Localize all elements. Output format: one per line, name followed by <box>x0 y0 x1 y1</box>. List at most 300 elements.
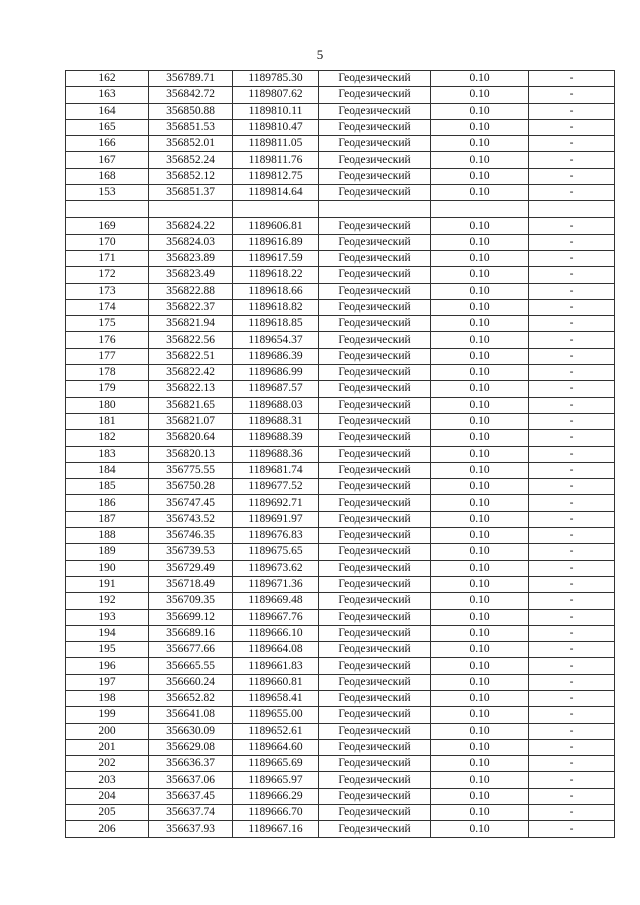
method-cell: Геодезический <box>319 332 431 348</box>
x-coordinate-cell: 356850.88 <box>149 103 233 119</box>
x-coordinate-cell: 356820.13 <box>149 446 233 462</box>
description-cell: - <box>529 739 615 755</box>
table-row <box>66 136 615 152</box>
point-number-cell: 164 <box>66 103 149 119</box>
description-cell: - <box>529 756 615 772</box>
description-cell: - <box>529 103 615 119</box>
table-row <box>66 267 615 283</box>
y-coordinate-cell: 1189658.41 <box>233 690 319 706</box>
y-coordinate-cell: 1189812.75 <box>233 168 319 184</box>
page-number: 5 <box>316 47 324 62</box>
description-cell: - <box>529 316 615 332</box>
point-number-cell: 193 <box>66 609 149 625</box>
table-row <box>66 739 615 755</box>
table-row <box>66 756 615 772</box>
accuracy-cell: 0.10 <box>431 136 529 152</box>
description-cell: - <box>529 723 615 739</box>
point-number-cell: 195 <box>66 642 149 658</box>
description-cell: - <box>529 185 615 201</box>
method-cell: Геодезический <box>319 674 431 690</box>
table-row <box>66 446 615 462</box>
accuracy-cell: 0.10 <box>431 316 529 332</box>
x-coordinate-cell: 356822.51 <box>149 348 233 364</box>
accuracy-cell: 0.10 <box>431 772 529 788</box>
point-number-cell: 176 <box>66 332 149 348</box>
y-coordinate-cell: 1189686.39 <box>233 348 319 364</box>
table-row <box>66 625 615 641</box>
method-cell: Геодезический <box>319 821 431 837</box>
accuracy-cell: 0.10 <box>431 511 529 527</box>
table-row <box>66 642 615 658</box>
description-cell: - <box>529 283 615 299</box>
accuracy-cell: 0.10 <box>431 446 529 462</box>
x-coordinate-cell: 356629.08 <box>149 739 233 755</box>
point-number-cell: 189 <box>66 544 149 560</box>
point-number-cell: 178 <box>66 365 149 381</box>
method-cell: Геодезический <box>319 642 431 658</box>
description-cell: - <box>529 528 615 544</box>
y-coordinate-cell: 1189664.60 <box>233 739 319 755</box>
accuracy-cell <box>431 201 529 218</box>
description-cell: - <box>529 642 615 658</box>
description-cell: - <box>529 511 615 527</box>
description-cell: - <box>529 168 615 184</box>
method-cell: Геодезический <box>319 528 431 544</box>
y-coordinate-cell: 1189666.29 <box>233 788 319 804</box>
table-row <box>66 185 615 201</box>
point-number-cell: 184 <box>66 462 149 478</box>
table-row <box>66 234 615 250</box>
y-coordinate-cell: 1189692.71 <box>233 495 319 511</box>
description-cell: - <box>529 772 615 788</box>
x-coordinate-cell: 356852.24 <box>149 152 233 168</box>
table-row <box>66 168 615 184</box>
y-coordinate-cell: 1189664.08 <box>233 642 319 658</box>
point-number-cell: 204 <box>66 788 149 804</box>
table-row <box>66 674 615 690</box>
table-row <box>66 609 615 625</box>
description-cell: - <box>529 348 615 364</box>
x-coordinate-cell: 356699.12 <box>149 609 233 625</box>
table-row <box>66 723 615 739</box>
x-coordinate-cell: 356637.93 <box>149 821 233 837</box>
point-number-cell: 153 <box>66 185 149 201</box>
y-coordinate-cell: 1189652.61 <box>233 723 319 739</box>
y-coordinate-cell: 1189807.62 <box>233 87 319 103</box>
accuracy-cell: 0.10 <box>431 250 529 266</box>
x-coordinate-cell: 356750.28 <box>149 479 233 495</box>
description-cell: - <box>529 267 615 283</box>
accuracy-cell: 0.10 <box>431 348 529 364</box>
point-number-cell: 170 <box>66 234 149 250</box>
y-coordinate-cell: 1189667.16 <box>233 821 319 837</box>
point-number-cell: 183 <box>66 446 149 462</box>
point-number-cell: 167 <box>66 152 149 168</box>
table-row <box>66 462 615 478</box>
method-cell: Геодезический <box>319 772 431 788</box>
x-coordinate-cell: 356821.65 <box>149 397 233 413</box>
x-coordinate-cell: 356637.06 <box>149 772 233 788</box>
method-cell: Геодезический <box>319 609 431 625</box>
y-coordinate-cell: 1189618.66 <box>233 283 319 299</box>
point-number-cell: 202 <box>66 756 149 772</box>
x-coordinate-cell: 356821.94 <box>149 316 233 332</box>
accuracy-cell: 0.10 <box>431 576 529 592</box>
method-cell: Геодезический <box>319 723 431 739</box>
description-cell: - <box>529 413 615 429</box>
accuracy-cell: 0.10 <box>431 365 529 381</box>
point-number-cell: 205 <box>66 805 149 821</box>
accuracy-cell: 0.10 <box>431 71 529 87</box>
accuracy-cell: 0.10 <box>431 495 529 511</box>
description-cell: - <box>529 576 615 592</box>
method-cell: Геодезический <box>319 739 431 755</box>
point-number-cell <box>66 201 149 218</box>
method-cell: Геодезический <box>319 707 431 723</box>
description-cell: - <box>529 609 615 625</box>
table-row <box>66 576 615 592</box>
x-coordinate-cell: 356636.37 <box>149 756 233 772</box>
point-number-cell: 177 <box>66 348 149 364</box>
y-coordinate-cell: 1189665.97 <box>233 772 319 788</box>
x-coordinate-cell: 356789.71 <box>149 71 233 87</box>
x-coordinate-cell: 356842.72 <box>149 87 233 103</box>
description-cell: - <box>529 136 615 152</box>
method-cell: Геодезический <box>319 365 431 381</box>
table-row <box>66 250 615 266</box>
point-number-cell: 179 <box>66 381 149 397</box>
method-cell: Геодезический <box>319 446 431 462</box>
table-row <box>66 772 615 788</box>
method-cell: Геодезический <box>319 267 431 283</box>
table-row <box>66 707 615 723</box>
point-number-cell: 175 <box>66 316 149 332</box>
x-coordinate-cell: 356822.13 <box>149 381 233 397</box>
accuracy-cell: 0.10 <box>431 642 529 658</box>
table-row <box>66 71 615 87</box>
accuracy-cell: 0.10 <box>431 723 529 739</box>
table-row <box>66 397 615 413</box>
description-cell: - <box>529 218 615 234</box>
method-cell: Геодезический <box>319 576 431 592</box>
description-cell: - <box>529 690 615 706</box>
accuracy-cell: 0.10 <box>431 430 529 446</box>
accuracy-cell: 0.10 <box>431 119 529 135</box>
x-coordinate-cell: 356821.07 <box>149 413 233 429</box>
y-coordinate-cell: 1189785.30 <box>233 71 319 87</box>
y-coordinate-cell: 1189616.89 <box>233 234 319 250</box>
x-coordinate-cell: 356718.49 <box>149 576 233 592</box>
x-coordinate-cell: 356824.03 <box>149 234 233 250</box>
method-cell: Геодезический <box>319 87 431 103</box>
point-number-cell: 169 <box>66 218 149 234</box>
method-cell: Геодезический <box>319 462 431 478</box>
description-cell: - <box>529 707 615 723</box>
method-cell: Геодезический <box>319 234 431 250</box>
x-coordinate-cell: 356746.35 <box>149 528 233 544</box>
accuracy-cell: 0.10 <box>431 381 529 397</box>
accuracy-cell: 0.10 <box>431 593 529 609</box>
x-coordinate-cell: 356689.16 <box>149 625 233 641</box>
point-number-cell: 174 <box>66 299 149 315</box>
method-cell: Геодезический <box>319 805 431 821</box>
description-cell: - <box>529 821 615 837</box>
accuracy-cell: 0.10 <box>431 625 529 641</box>
accuracy-cell: 0.10 <box>431 756 529 772</box>
y-coordinate-cell: 1189687.57 <box>233 381 319 397</box>
x-coordinate-cell: 356824.22 <box>149 218 233 234</box>
description-cell: - <box>529 234 615 250</box>
table-row <box>66 332 615 348</box>
y-coordinate-cell: 1189814.64 <box>233 185 319 201</box>
accuracy-cell: 0.10 <box>431 299 529 315</box>
y-coordinate-cell: 1189660.81 <box>233 674 319 690</box>
y-coordinate-cell: 1189671.36 <box>233 576 319 592</box>
accuracy-cell: 0.10 <box>431 168 529 184</box>
point-number-cell: 182 <box>66 430 149 446</box>
point-number-cell: 206 <box>66 821 149 837</box>
y-coordinate-cell: 1189681.74 <box>233 462 319 478</box>
y-coordinate-cell: 1189811.76 <box>233 152 319 168</box>
x-coordinate-cell: 356851.37 <box>149 185 233 201</box>
x-coordinate-cell: 356739.53 <box>149 544 233 560</box>
y-coordinate-cell: 1189677.52 <box>233 479 319 495</box>
y-coordinate-cell: 1189810.47 <box>233 119 319 135</box>
table-row <box>66 87 615 103</box>
method-cell: Геодезический <box>319 152 431 168</box>
accuracy-cell: 0.10 <box>431 234 529 250</box>
x-coordinate-cell: 356743.52 <box>149 511 233 527</box>
x-coordinate-cell: 356677.66 <box>149 642 233 658</box>
accuracy-cell: 0.10 <box>431 218 529 234</box>
method-cell: Геодезический <box>319 316 431 332</box>
description-cell: - <box>529 625 615 641</box>
table-row <box>66 103 615 119</box>
y-coordinate-cell: 1189688.03 <box>233 397 319 413</box>
y-coordinate-cell: 1189688.39 <box>233 430 319 446</box>
x-coordinate-cell: 356637.74 <box>149 805 233 821</box>
accuracy-cell: 0.10 <box>431 152 529 168</box>
point-number-cell: 199 <box>66 707 149 723</box>
table-row <box>66 299 615 315</box>
point-number-cell: 185 <box>66 479 149 495</box>
accuracy-cell: 0.10 <box>431 739 529 755</box>
point-number-cell: 173 <box>66 283 149 299</box>
y-coordinate-cell: 1189686.99 <box>233 365 319 381</box>
y-coordinate-cell: 1189676.83 <box>233 528 319 544</box>
table-row <box>66 413 615 429</box>
description-cell: - <box>529 152 615 168</box>
accuracy-cell: 0.10 <box>431 332 529 348</box>
point-number-cell: 165 <box>66 119 149 135</box>
y-coordinate-cell: 1189666.70 <box>233 805 319 821</box>
method-cell: Геодезический <box>319 103 431 119</box>
method-cell: Геодезический <box>319 593 431 609</box>
table-row <box>66 316 615 332</box>
x-coordinate-cell: 356851.53 <box>149 119 233 135</box>
table-row <box>66 560 615 576</box>
table-row <box>66 430 615 446</box>
point-number-cell: 188 <box>66 528 149 544</box>
accuracy-cell: 0.10 <box>431 690 529 706</box>
y-coordinate-cell: 1189618.85 <box>233 316 319 332</box>
coordinates-table <box>65 70 615 838</box>
table-row <box>66 805 615 821</box>
point-number-cell: 162 <box>66 71 149 87</box>
accuracy-cell: 0.10 <box>431 544 529 560</box>
table-row <box>66 348 615 364</box>
description-cell: - <box>529 658 615 674</box>
y-coordinate-cell: 1189688.36 <box>233 446 319 462</box>
table-row <box>66 283 615 299</box>
description-cell: - <box>529 119 615 135</box>
description-cell: - <box>529 365 615 381</box>
method-cell: Геодезический <box>319 756 431 772</box>
table-row <box>66 821 615 837</box>
description-cell: - <box>529 479 615 495</box>
x-coordinate-cell: 356652.82 <box>149 690 233 706</box>
accuracy-cell: 0.10 <box>431 397 529 413</box>
description-cell: - <box>529 430 615 446</box>
description-cell: - <box>529 250 615 266</box>
accuracy-cell: 0.10 <box>431 103 529 119</box>
x-coordinate-cell: 356660.24 <box>149 674 233 690</box>
table-row <box>66 381 615 397</box>
point-number-cell: 171 <box>66 250 149 266</box>
table-row <box>66 658 615 674</box>
method-cell: Геодезический <box>319 544 431 560</box>
point-number-cell: 197 <box>66 674 149 690</box>
x-coordinate-cell: 356822.37 <box>149 299 233 315</box>
description-cell: - <box>529 560 615 576</box>
description-cell: - <box>529 674 615 690</box>
method-cell: Геодезический <box>319 348 431 364</box>
table-row <box>66 544 615 560</box>
y-coordinate-cell: 1189666.10 <box>233 625 319 641</box>
point-number-cell: 196 <box>66 658 149 674</box>
method-cell: Геодезический <box>319 299 431 315</box>
table-row <box>66 788 615 804</box>
x-coordinate-cell: 356709.35 <box>149 593 233 609</box>
accuracy-cell: 0.10 <box>431 462 529 478</box>
y-coordinate-cell: 1189665.69 <box>233 756 319 772</box>
y-coordinate-cell: 1189617.59 <box>233 250 319 266</box>
method-cell: Геодезический <box>319 430 431 446</box>
table-row <box>66 201 615 218</box>
description-cell: - <box>529 805 615 821</box>
x-coordinate-cell: 356641.08 <box>149 707 233 723</box>
point-number-cell: 187 <box>66 511 149 527</box>
y-coordinate-cell: 1189811.05 <box>233 136 319 152</box>
point-number-cell: 198 <box>66 690 149 706</box>
description-cell: - <box>529 87 615 103</box>
accuracy-cell: 0.10 <box>431 674 529 690</box>
description-cell: - <box>529 397 615 413</box>
x-coordinate-cell <box>149 201 233 218</box>
point-number-cell: 192 <box>66 593 149 609</box>
x-coordinate-cell: 356823.49 <box>149 267 233 283</box>
accuracy-cell: 0.10 <box>431 658 529 674</box>
method-cell: Геодезический <box>319 185 431 201</box>
accuracy-cell: 0.10 <box>431 267 529 283</box>
description-cell: - <box>529 381 615 397</box>
x-coordinate-cell: 356775.55 <box>149 462 233 478</box>
x-coordinate-cell: 356637.45 <box>149 788 233 804</box>
table-row <box>66 690 615 706</box>
description-cell <box>529 201 615 218</box>
method-cell: Геодезический <box>319 690 431 706</box>
x-coordinate-cell: 356822.56 <box>149 332 233 348</box>
y-coordinate-cell: 1189673.62 <box>233 560 319 576</box>
table-row <box>66 593 615 609</box>
y-coordinate-cell: 1189810.11 <box>233 103 319 119</box>
y-coordinate-cell: 1189675.65 <box>233 544 319 560</box>
y-coordinate-cell: 1189618.22 <box>233 267 319 283</box>
method-cell: Геодезический <box>319 397 431 413</box>
table-row <box>66 152 615 168</box>
method-cell: Геодезический <box>319 218 431 234</box>
point-number-cell: 191 <box>66 576 149 592</box>
description-cell: - <box>529 495 615 511</box>
accuracy-cell: 0.10 <box>431 528 529 544</box>
accuracy-cell: 0.10 <box>431 479 529 495</box>
y-coordinate-cell: 1189661.83 <box>233 658 319 674</box>
point-number-cell: 200 <box>66 723 149 739</box>
point-number-cell: 194 <box>66 625 149 641</box>
x-coordinate-cell: 356823.89 <box>149 250 233 266</box>
point-number-cell: 163 <box>66 87 149 103</box>
point-number-cell: 180 <box>66 397 149 413</box>
point-number-cell: 168 <box>66 168 149 184</box>
y-coordinate-cell: 1189691.97 <box>233 511 319 527</box>
y-coordinate-cell: 1189667.76 <box>233 609 319 625</box>
x-coordinate-cell: 356852.01 <box>149 136 233 152</box>
x-coordinate-cell: 356747.45 <box>149 495 233 511</box>
accuracy-cell: 0.10 <box>431 283 529 299</box>
accuracy-cell: 0.10 <box>431 87 529 103</box>
description-cell: - <box>529 788 615 804</box>
table-row <box>66 528 615 544</box>
table-row <box>66 119 615 135</box>
x-coordinate-cell: 356822.88 <box>149 283 233 299</box>
y-coordinate-cell: 1189669.48 <box>233 593 319 609</box>
method-cell: Геодезический <box>319 381 431 397</box>
method-cell: Геодезический <box>319 495 431 511</box>
table-row <box>66 218 615 234</box>
x-coordinate-cell: 356822.42 <box>149 365 233 381</box>
point-number-cell: 166 <box>66 136 149 152</box>
method-cell: Геодезический <box>319 479 431 495</box>
method-cell: Геодезический <box>319 283 431 299</box>
description-cell: - <box>529 446 615 462</box>
method-cell: Геодезический <box>319 71 431 87</box>
accuracy-cell: 0.10 <box>431 413 529 429</box>
accuracy-cell: 0.10 <box>431 788 529 804</box>
y-coordinate-cell: 1189618.82 <box>233 299 319 315</box>
point-number-cell: 190 <box>66 560 149 576</box>
y-coordinate-cell: 1189688.31 <box>233 413 319 429</box>
description-cell: - <box>529 593 615 609</box>
point-number-cell: 181 <box>66 413 149 429</box>
x-coordinate-cell: 356729.49 <box>149 560 233 576</box>
description-cell: - <box>529 332 615 348</box>
table-row <box>66 365 615 381</box>
description-cell: - <box>529 299 615 315</box>
accuracy-cell: 0.10 <box>431 609 529 625</box>
y-coordinate-cell <box>233 201 319 218</box>
coordinates-table-body <box>66 71 615 838</box>
accuracy-cell: 0.10 <box>431 821 529 837</box>
